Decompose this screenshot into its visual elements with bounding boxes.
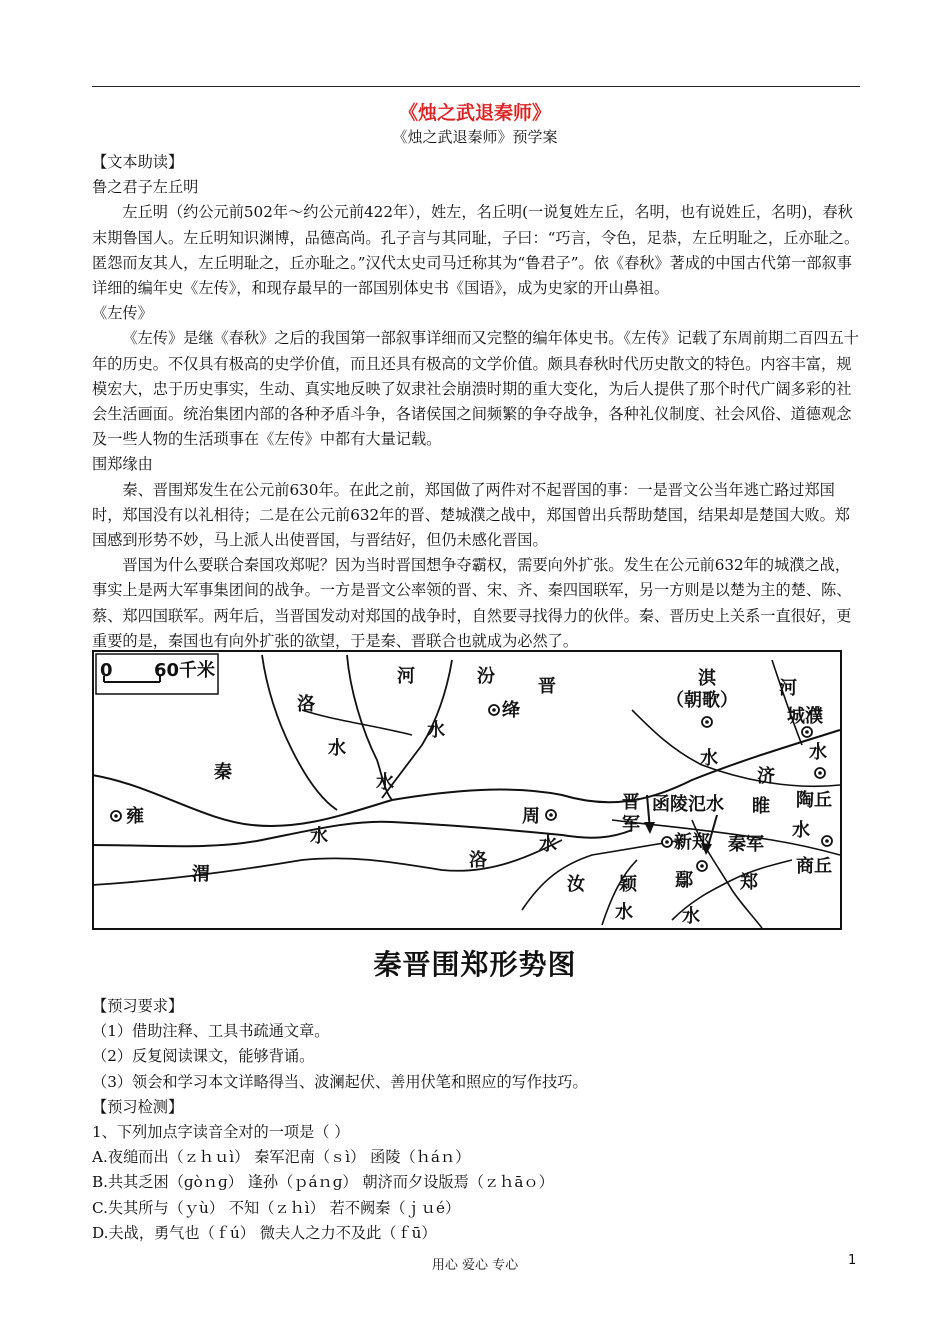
map-label: 水 — [682, 906, 700, 927]
map-label: 水 — [539, 834, 557, 855]
section-heading: 【预习检测】 — [92, 1097, 184, 1116]
option: D.夫战，勇气也（ｆú） 微夫人之力不及此（ｆū） — [92, 1223, 437, 1242]
map-label: 城濮 — [787, 706, 823, 727]
map-caption: 秦晋围郑形势图 — [373, 948, 577, 981]
footer-text: 用心 爱心 专心 — [431, 1258, 519, 1273]
map-label: 汝 — [567, 874, 585, 895]
question: 1、下列加点字读音全对的一项是（ ） — [92, 1123, 350, 1142]
option: A.夜缒而出（ｚｈｕì） 秦军汜南（ｓì） 函陵（ｈáｎ） — [92, 1148, 471, 1167]
map-label: 淇 — [698, 668, 716, 689]
map-label: 秦 — [214, 762, 232, 783]
map-label: 水 — [615, 902, 633, 923]
map-label: 颖 — [619, 874, 637, 895]
requirement-item: （2）反复阅读课文，能够背诵。 — [92, 1047, 315, 1066]
subsection-title: 鲁之君子左丘明 — [92, 178, 199, 197]
map-label: 水 — [376, 772, 394, 793]
map-label: 周 — [522, 806, 540, 827]
map-label: 河 — [779, 678, 797, 699]
page-subtitle: 《烛之武退秦师》预学案 — [392, 128, 558, 146]
header-rule — [92, 86, 860, 87]
map-label: 济 — [757, 766, 775, 787]
option: C.失其所与（ｙù） 不知（ｚｈì） 若不阙秦（ｊｕé） — [92, 1198, 461, 1217]
paragraph: 左丘明（约公元前502年～约公元前422年），姓左，名丘明(一说复姓左丘，名明，也有说姓丘，名明)，春秋末期鲁国人。左丘明知识渊博，品德高尚。孔子言与其同耻，子曰：“巧言，令色，足恭，左丘明耻之，丘亦耻之。匿怨而友其人，左丘明耻之，丘亦耻之。”汉代太史司马迁称其为“鲁君子”。依《春秋》著成的中国古代第一部叙事详细的编年史《左传》，和现存最早的一部国别体史书《国语》，成为史家的开山鼻祖。 — [92, 203, 860, 298]
map-label: 晋 — [538, 676, 556, 697]
map-label: （朝歌） — [666, 690, 738, 711]
map-label: 汾 — [477, 666, 495, 687]
map-label: 商丘 — [796, 856, 832, 877]
map-label: 水 — [427, 720, 445, 741]
map-label: 渭 — [192, 864, 210, 885]
map-label: 新郑 — [674, 832, 710, 853]
requirement-item: （3）领会和学习本文详略得当、波澜起伏、善用伏笔和照应的写作技巧。 — [92, 1072, 588, 1091]
map-label: 秦军 — [728, 834, 764, 855]
map-label: 河 — [397, 666, 415, 687]
map-label: 水 — [809, 742, 827, 763]
page-title: 《烛之武退秦师》 — [398, 102, 551, 124]
map-label: 郑 — [740, 872, 758, 893]
map-scale-zero: 0 — [100, 660, 113, 681]
paragraph: 《左传》是继《春秋》之后的我国第一部叙事详细而又完整的编年体史书。《左传》记载了东周前期二百四五十年的历史。不仅具有极高的史学价值，而且还具有极高的文学价值。颇具春秋时代历史散文的特色。内容丰富，规模宏大，忠于历史事实，生动、真实地反映了奴隶社会崩溃时期的重大变化，为后人提供了那个时代广阔多彩的社会生活画面。统治集团内部的各种矛盾斗争，各诸侯国之间频繁的争夺战争，各种礼仪制度、社会风俗、道德观念及一些人物的生活琐事在《左传》中都有大量记载。 — [92, 329, 859, 449]
map-label: 睢 — [752, 796, 770, 817]
subsection-title: 《左传》 — [92, 304, 153, 323]
map-label: 绛 — [502, 700, 520, 721]
map-label: 水 — [310, 826, 328, 847]
map-label: 雍 — [126, 806, 144, 827]
option: B.共其乏困（ɡòｎɡ） 逢孙（ｐáｎɡ） 朝济而夕设版焉（ｚｈāｏ） — [92, 1173, 554, 1192]
map-label: 洛 — [297, 694, 315, 715]
map-label: 水 — [792, 820, 810, 841]
section-heading: 【预习要求】 — [92, 997, 184, 1015]
map-label: 水 — [700, 748, 718, 769]
paragraph: 秦、晋围郑发生在公元前630年。在此之前，郑国做了两件对不起晋国的事：一是晋文公当年逃亡路过郑国时，郑国没有以礼相待；二是在公元前632年的晋、楚城濮之战中，郑国曾出兵帮助楚国，结果却是楚国大败。郑国感到形势不妙，马上派人出使晋国，与晋结好，但仍未感化晋国。 — [92, 480, 850, 550]
map-label: 水 — [328, 738, 346, 759]
map-label: 军 — [622, 814, 640, 835]
section-heading: 【文本助读】 — [92, 153, 184, 171]
reading-section — [92, 150, 862, 654]
page-number: 1 — [848, 1253, 857, 1268]
map-scale-label: 60千米 — [154, 660, 216, 681]
subsection-title: 围郑缘由 — [92, 455, 153, 474]
map-label: 函陵氾水 — [652, 794, 724, 815]
paragraph: 晋国为什么要联合秦国攻郑呢？因为当时晋国想争夺霸权，需要向外扩张。发生在公元前632年的城濮之战，事实上是两大军事集团间的战争。一方是晋文公率领的晋、宋、齐、秦四国联军，另一方则是以楚为主的楚、陈、蔡、郑四国联军。两年后，当晋国发动对郑国的战争时，自然要寻找得力的伙伴。秦、晋历史上关系一直很好，更重要的是，秦国也有向外扩张的欲望，于是秦、晋联合也就成为必然了。 — [92, 556, 852, 650]
map-label: 鄢 — [675, 870, 693, 891]
map-label: 晋 — [622, 792, 640, 813]
map-figure — [92, 650, 842, 930]
map-label: 洛 — [469, 850, 487, 871]
exercise-section — [92, 994, 862, 1246]
requirement-item: （1）借助注释、工具书疏通文章。 — [92, 1022, 330, 1041]
map-label: 陶丘 — [796, 790, 832, 811]
